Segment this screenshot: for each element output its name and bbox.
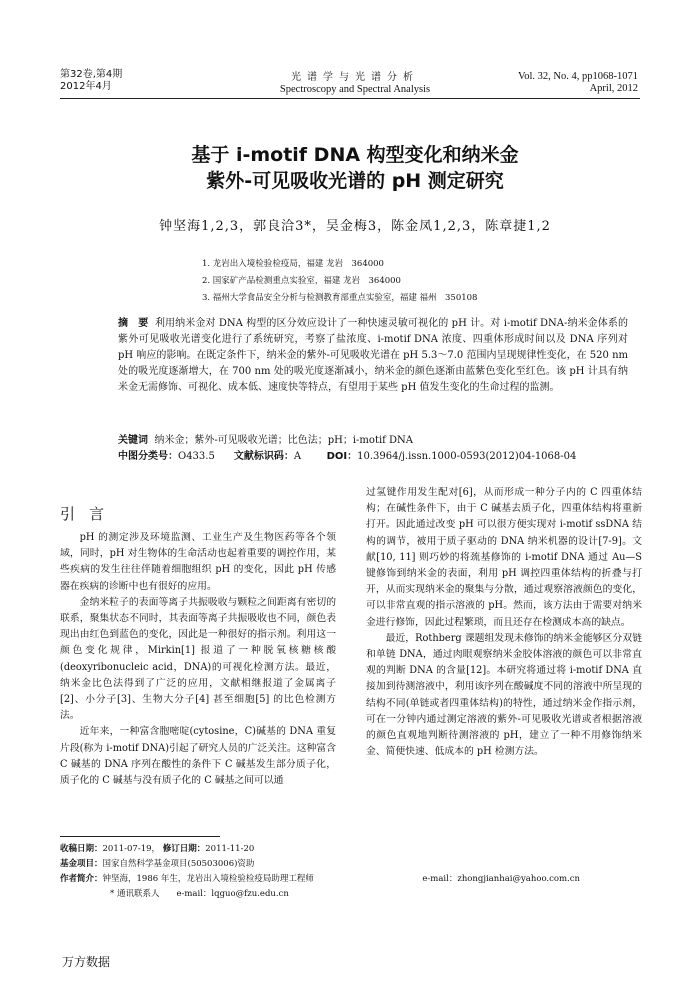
header-rule <box>60 98 640 99</box>
keywords-label: 关键词 <box>118 435 148 446</box>
doi-label: DOI： <box>326 451 358 462</box>
section-heading-intro: 引言 <box>60 505 119 523</box>
abstract <box>118 316 628 396</box>
journal-citation <box>518 71 638 95</box>
affiliation-item: 1. 龙岩出入境检验检疫局，福建 龙岩 364000 <box>202 259 384 269</box>
abstract-label: 摘 要 <box>118 318 149 329</box>
author-bio-line <box>60 872 580 887</box>
year-month: 2012年4月 <box>60 81 112 92</box>
revised-date: 2011-11-20 <box>205 844 255 854</box>
journal-name <box>220 72 490 96</box>
clc-label: 中图分类号： <box>118 451 178 462</box>
fund-text: 国家自然科学基金项目(50503006)资助 <box>102 859 255 869</box>
revised-label: 修订日期： <box>162 844 206 854</box>
received-date: 2011-07-19， <box>102 844 161 854</box>
doc-code-value: A <box>293 451 302 462</box>
fund-line <box>60 857 640 872</box>
paragraph: 近年来，一种富含胞嘧啶(cytosine，C)碱基的 DNA 重复片段(称为 i-motif DNA)引起了研究人员的广泛关注。这种富含 C 碱基的 DNA 序列在酸性的条件下 C 碱基发生部分质子化，质子化的 C 碱基与没有质子化的 C 碱基之间可以通 <box>60 726 336 787</box>
left-column <box>60 530 336 789</box>
paragraph: 最近，Rothberg 课题组发现未修饰的纳米金能够区分双链和单链 DNA，通过肉眼观察纳米金胶体溶液的颜色可以非常直观的判断 DNA 的含量[12]。本研究将通过将 i-motif DNA 直接加到待测溶液中，利用该序列在酸碱度不同的溶液中所呈现的结构不同(单链或者四重体结构)的特性，通过纳米金作指示剂，可在一分钟内通过测定溶液的紫外-可见吸收光谱或者根据溶液的颜色直观地判断待测溶液的 pH，建立了一种不用修饰纳米金、简便快速、低成本的 pH 检测方法。 <box>366 632 642 758</box>
paragraph: 金纳米粒子的表面等离子共振吸收与颗粒之间距离有密切的联系，聚集状态不同时，其表面等离子共振吸收也不同，颜色表现出由红色到蓝色的变化，因此是一种很好的指示剂。利用这一颜色变化规律，Mirkin[1] 报道了一种脱氧核糖核酸(deoxyribonucleic acid，DNA)的可视化检测方法。最近，纳米金比色法得到了广泛的应用，文献相继报道了金属离子[2]、小分子[3]、生物大分子[4] 甚至细胞[5] 的比色检测方法。 <box>60 596 336 722</box>
footnotes <box>60 842 640 902</box>
corresponding-author: * 通讯联系人 e-mail：lqguo@fzu.edu.cn <box>110 889 289 899</box>
paragraph: 过氢键作用发生配对[6]，从而形成一种分子内的 C 四重体结构；在碱性条件下，由于 C 碱基去质子化，四重体结构将重新打开。因此通过改变 pH 可以很方便实现对 i-motif ssDNA 结构的调节，被用于质子驱动的 DNA 纳米机器的设计[7-9]。文献[10, 11] 则巧妙的将巯基修饰的 i-motif DNA 通过 Au—S 键修饰到纳米金的表面，利用 pH 调控四重体结构的折叠与打开，从而实现纳米金的聚集与分散，通过观察溶液颜色的变化，可以非常直观的指示溶液的 pH。然而，该方法由于需要对纳米金进行修饰，因此过程繁琐，而且还存在检测成本高的缺点。 <box>366 487 642 628</box>
watermark: 万方数据 <box>62 955 111 969</box>
clc-value: O433.5 <box>178 451 215 462</box>
doi-value: 10.3964/j.issn.1000-0593(2012)04-1068-04 <box>357 451 577 462</box>
journal-volume-info <box>60 69 122 93</box>
keywords <box>118 433 413 449</box>
paragraph: pH 的测定涉及环境监测、工业生产及生物医药等各个领域，同时，pH 对生物体的生命活动也起着重要的调控作用，某些疾病的发生往往伴随着细胞组织 pH 的变化，因此 pH 传感器在疾病的诊断中也有很好的应用。 <box>60 532 336 592</box>
paper-title <box>100 142 610 194</box>
affiliation-item: 2. 国家矿产品检测重点实验室，福建 龙岩 364000 <box>202 276 401 286</box>
keywords-text: 纳米金；紫外-可见吸收光谱；比色法；pH；i-motif DNA <box>154 435 414 446</box>
citation-text: Vol. 32, No. 4, pp1068-1071 <box>518 71 638 82</box>
date-en: April, 2012 <box>589 83 638 94</box>
author-bio: 钟坚海，1986 年生，龙岩出入境检验检疫局助理工程师 <box>102 874 314 884</box>
doc-code-label: 文献标识码： <box>233 451 294 462</box>
author-list: 钟坚海1,2,3，郭良洽3*，吴金梅3，陈金凤1,2,3，陈章捷1,2 <box>159 219 551 234</box>
right-column <box>366 485 642 760</box>
volume-issue: 第32卷,第4期 <box>60 69 123 80</box>
journal-name-zh: 光谱学与光谱分析 <box>291 72 419 83</box>
affiliation-item: 3. 福州大学食品安全分析与检测教育部重点实验室，福建 福州 350108 <box>202 293 478 303</box>
affiliations <box>202 256 477 307</box>
title-line-1: 基于 i-motif DNA 构型变化和纳米金 <box>191 144 519 166</box>
fund-label: 基金项目： <box>60 859 103 869</box>
author-bio-label: 作者简介： <box>60 874 103 884</box>
footnote-rule <box>60 836 220 837</box>
dates-line <box>60 842 640 857</box>
received-label: 收稿日期： <box>60 844 103 854</box>
journal-name-en: Spectroscopy and Spectral Analysis <box>279 84 431 95</box>
abstract-text: 利用纳米金对 DNA 构型的区分效应设计了一种快速灵敏可视化的 pH 计。对 i-motif DNA-纳米金体系的紫外可见吸收光谱变化进行了系统研究，考察了盐浓度、i-motif DNA 浓度、四重体形成时间以及 DNA 序列对 pH 响应的影响。在既定条件下，纳米金的紫外-可见吸收光谱在 pH 5.3～7.0 范围内呈现规律性变化，在 520 nm 处的吸光度逐渐增大，在 700 nm 处的吸光度逐渐减小，纳米金的颜色逐渐由蓝紫色变化至红色。该 pH 计具有纳米金无需修饰、可视化、成本低、速度快等特点，有望用于某些 pH 值发生变化的生命过程的监测。 <box>118 318 629 393</box>
classification-line <box>118 449 576 465</box>
author-email: e-mail：zhongjianhai@yahoo.com.cn <box>422 874 580 884</box>
title-line-2: 紫外-可见吸收光谱的 pH 测定研究 <box>206 170 504 192</box>
